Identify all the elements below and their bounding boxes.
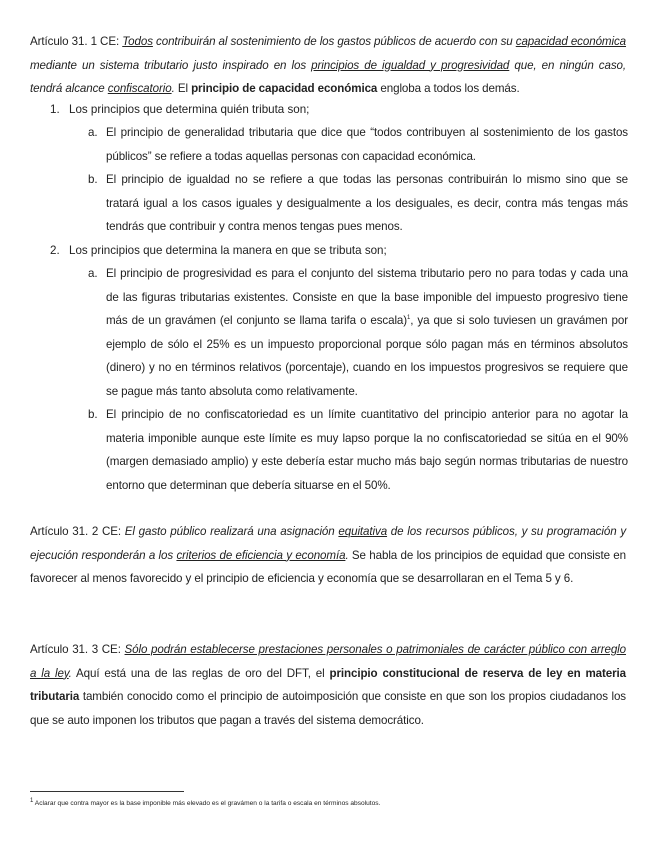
- sub-list-item: a. El principio de progresividad es para el conjunto del sistema tributario pero no para todas y cada una de las figuras tributarias existentes. Consiste en que la base imponible del impuesto progresivo tiene más de un gravámen (el conjunto se llama tarifa o escala)$^1$, ya que si solo tuviesen un gravámen por ejemplo de sólo el 25% es un impuesto proporcional porque sólo pagan más en términos absolutos (dinero) y no en términos relativos (porcentaje), cuando en los impuestos progresivos se requiere que se pague más tanto absoluta como relativamente.: [88, 267, 628, 398]
- footnote: $^1$ Aclarar que contra mayor es la base imponible más elevado es el gravámen o la tarifa o escala en términos absolutos.: [30, 797, 381, 807]
- sub-list-item: a. El principio de generalidad tributaria que dice que “todos contribuyen al sostenimiento de los gastos públicos” se refiere a todas aquellas personas con capacidad económica.: [88, 126, 628, 163]
- article-31-2-paragraph: Artículo 31. 2 CE: El gasto público realizará una asignación equitativa de los recursos públicos, y su programación y ejecución responderán a los criterios de eficiencia y economía. Se habla de los principios de equidad que consiste en favorecer al menos favorecido y el principio de eficiencia y economía que se desarrollaran en el Tema 5 y 6.: [30, 525, 627, 585]
- bold-term: principio constitucional de reserva de ley en materia tributaria: [30, 666, 627, 703]
- sub-list-item: b. El principio de igualdad no se refiere a que todas las personas contribuirán lo mismo sino que se tratará igual a los casos iguales y desigualmente a los desiguales, es decir, contra más tengas más tendrás que contribuir y contra menos tengas pues menos.: [88, 173, 628, 233]
- article-31-1-paragraph: Artículo 31. 1 CE: Todos contribuirán al sostenimiento de los gastos públicos de acuerdo con su capacidad económica mediante un sistema tributario justo inspirado en los principios de igualdad y progresividad que, en ningún caso, tendrá alcance confiscatorio. El principio de capacidad económica engloba a todos los demás.: [30, 35, 627, 95]
- article-ref: Artículo 31. 3 CE:: [30, 643, 121, 656]
- article-text: Todos contribuirán al sostenimiento de los gastos públicos de acuerdo con su capacidad económica mediante un sistema tributario justo inspirado en los principios de igualdad y progresividad que, en ningún caso, tendrá alcance confiscatorio.: [30, 35, 627, 95]
- article-31-3-paragraph: Artículo 31. 3 CE: Sólo podrán establecerse prestaciones personales o patrimoniales de carácter público con arreglo a la ley. Aquí está una de las reglas de oro del DFT, el principio constitucional de reserva de ley en materia tributaria también conocido como el principio de autoimposición que consiste en que son los propios ciudadanos los que se auto imponen los tributos que pagan a través del sistema democrático.: [30, 643, 627, 727]
- list-item: 1. Los principios que determina quién tributa son;: [50, 103, 310, 116]
- footnote-ref[interactable]: 1: [407, 315, 411, 322]
- article-ref: Artículo 31. 2 CE:: [30, 525, 121, 538]
- bold-term: principio de capacidad económica: [191, 82, 378, 95]
- footnote-separator: [30, 791, 184, 792]
- article-ref: Artículo 31. 1 CE:: [30, 35, 120, 48]
- list-item: 2. Los principios que determina la manera en que se tributa son;: [50, 244, 387, 257]
- sub-list-item: b. El principio de no confiscatoriedad es un límite cuantitativo del principio anterior para no agotar la materia imponible aunque este límite es muy lapso porque la no confiscatoriedad se sitúa en el 90% (margen demasiado amplio) y este debería estar mucho más bajo según normas tributarias de nuestro entorno que determinan que debería situarse en el 50%.: [88, 408, 628, 492]
